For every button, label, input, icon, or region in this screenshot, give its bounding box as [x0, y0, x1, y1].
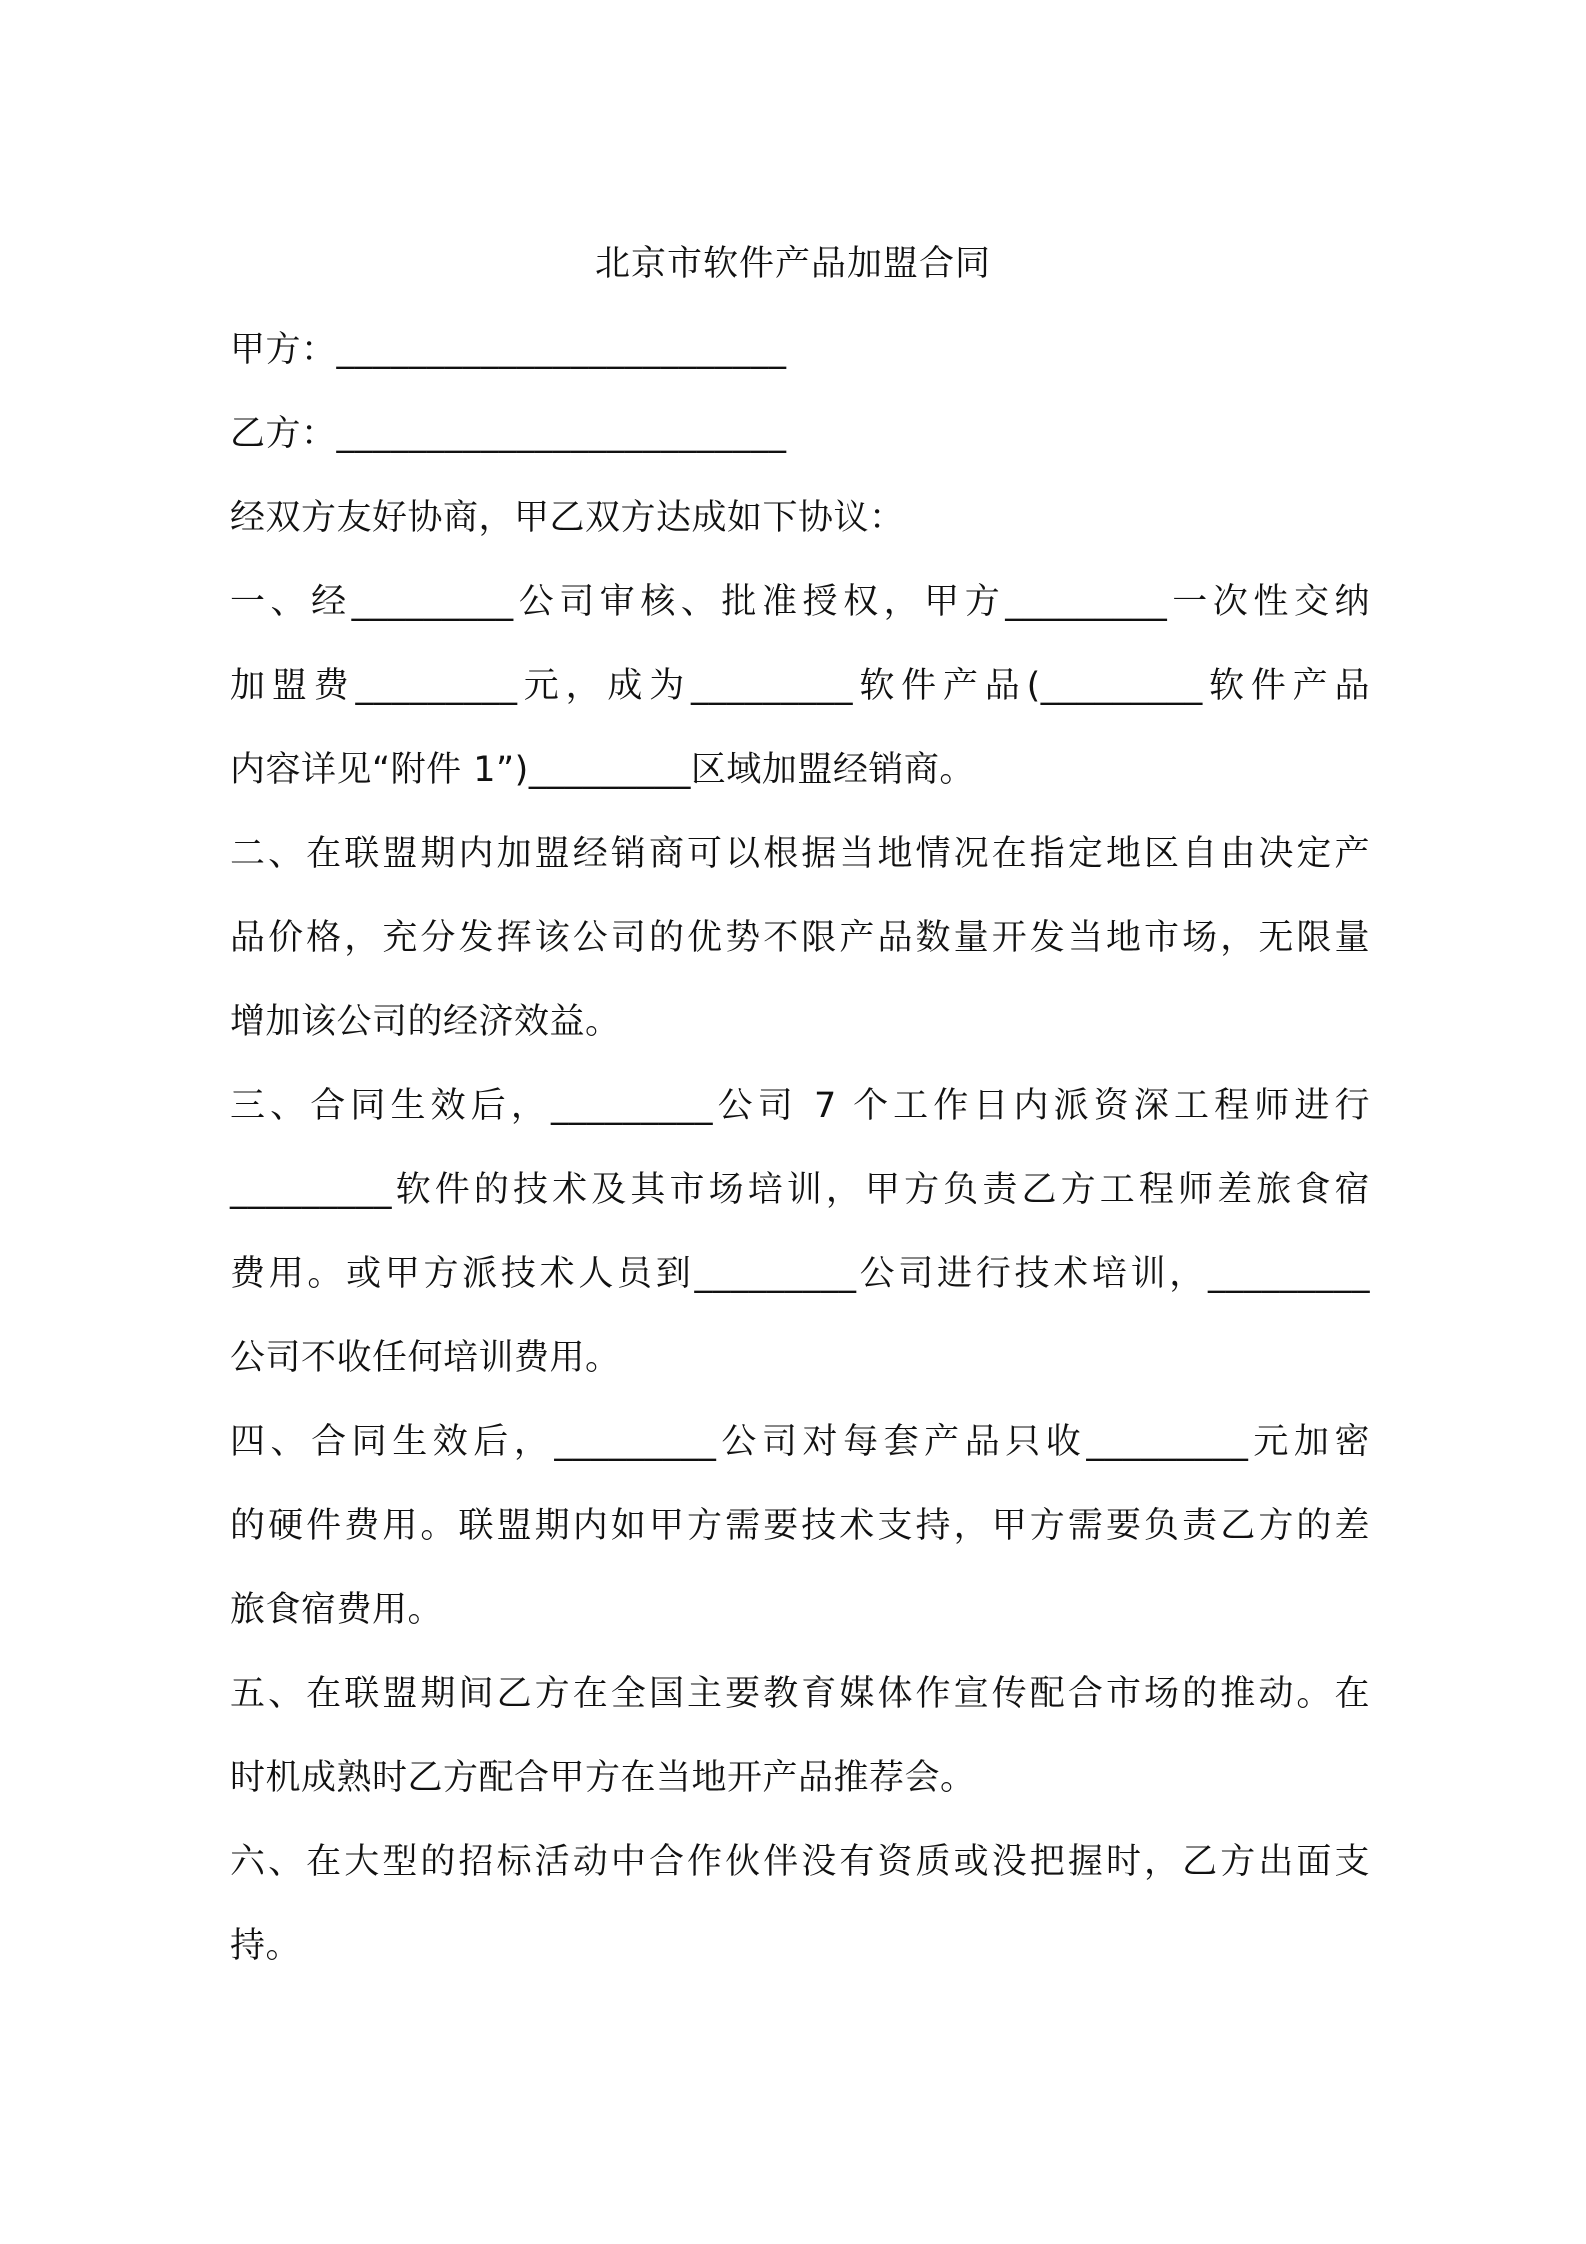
clause-5 [230, 1666, 1370, 1834]
clause-line: 一、经_________公司审核、批准授权，甲方_________一次性交纳 [230, 582, 1370, 622]
clause-line: 的硬件费用。联盟期内如甲方需要技术支持，甲方需要负责乙方的差 [230, 1506, 1370, 1546]
document-body [230, 322, 1370, 2002]
clause-line: 旅食宿费用。 [230, 1590, 444, 1630]
clause-line: 增加该公司的经济效益。 [230, 1002, 621, 1042]
clause-4 [230, 1414, 1370, 1666]
clause-6 [230, 1834, 1370, 2002]
clause-line: 品价格，充分发挥该公司的优势不限产品数量开发当地市场，无限量 [230, 918, 1370, 958]
clause-line: 四、合同生效后，_________公司对每套产品只收_________元加密 [230, 1422, 1370, 1462]
clause-line: 二、在联盟期内加盟经销商可以根据当地情况在指定地区自由决定产 [230, 834, 1370, 874]
clause-line: 持。 [230, 1926, 302, 1966]
clause-2 [230, 826, 1370, 1078]
clause-line: 加盟费_________元，成为_________软件产品(_________软件产品 [230, 666, 1370, 706]
clause-1 [230, 574, 1370, 826]
clause-line: 三、合同生效后，_________公司 7 个工作日内派资深工程师进行 [230, 1086, 1370, 1126]
clause-line: 内容详见“附件 1”)_________区域加盟经销商。 [230, 750, 975, 790]
intro-line: 经双方友好协商，甲乙双方达成如下协议： [230, 498, 905, 538]
document-title: 北京市软件产品加盟合同 [594, 244, 991, 284]
clause-3 [230, 1078, 1370, 1414]
clause-line: 费用。或甲方派技术人员到_________公司进行技术培训，_________ [230, 1254, 1370, 1294]
clause-line: 五、在联盟期间乙方在全国主要教育媒体作宣传配合市场的推动。在 [230, 1674, 1370, 1714]
party-a-line: 甲方：_________________________ [230, 330, 787, 370]
clause-line: _________软件的技术及其市场培训，甲方负责乙方工程师差旅食宿 [230, 1170, 1370, 1210]
party-b-line: 乙方：_________________________ [230, 414, 787, 454]
clause-line: 时机成熟时乙方配合甲方在当地开产品推荐会。 [230, 1758, 976, 1798]
clause-line: 六、在大型的招标活动中合作伙伴没有资质或没把握时，乙方出面支 [230, 1842, 1370, 1882]
clause-line: 公司不收任何培训费用。 [230, 1338, 621, 1378]
